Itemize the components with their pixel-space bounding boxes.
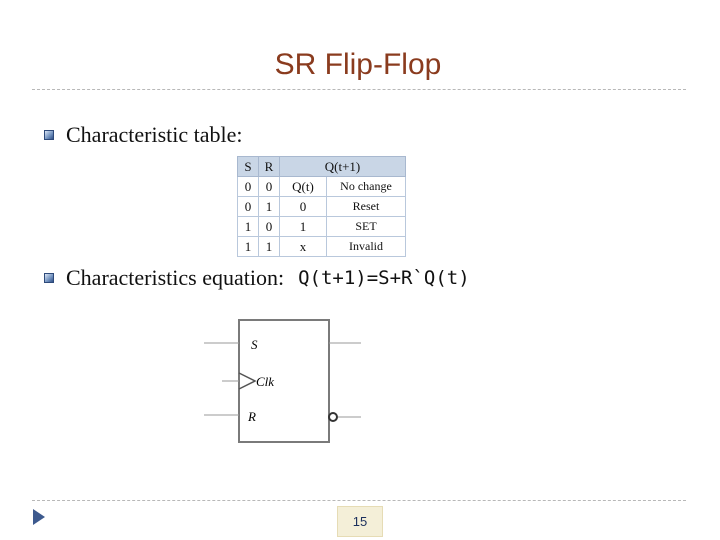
label-clk: Clk	[256, 374, 275, 389]
table-row	[238, 197, 406, 217]
table-row	[238, 237, 406, 257]
arrow-shape	[33, 509, 45, 525]
square-bullet-icon	[44, 273, 54, 283]
bottom-divider	[32, 500, 686, 501]
cell-q-next: x	[280, 237, 327, 257]
slide-title	[0, 48, 720, 82]
cell-q-next: 0	[280, 197, 327, 217]
cell-q-next: Q(t)	[280, 177, 327, 197]
cell-state: No change	[327, 177, 406, 197]
cell-s: 1	[238, 237, 259, 257]
header-s: S	[238, 157, 259, 177]
cell-state: Reset	[327, 197, 406, 217]
square-bullet-icon	[44, 130, 54, 140]
table-heading-text: Characteristic table:	[66, 122, 243, 147]
cell-s: 1	[238, 217, 259, 237]
page-number: 15	[352, 514, 368, 529]
bullet-characteristic-table	[44, 122, 243, 148]
cell-r: 0	[259, 177, 280, 197]
equation-heading-text: Characteristics equation:	[66, 265, 285, 290]
characteristic-equation: Q(t+1)=S+R`Q(t)	[298, 267, 470, 289]
cell-r: 0	[259, 217, 280, 237]
cell-state: SET	[327, 217, 406, 237]
cell-s: 0	[238, 177, 259, 197]
inversion-bubble-icon	[329, 413, 337, 421]
header-r: R	[259, 157, 280, 177]
bullet-characteristics-equation	[44, 265, 470, 291]
cell-r: 1	[259, 197, 280, 217]
sr-flip-flop-diagram	[200, 318, 380, 446]
label-r: R	[248, 409, 256, 424]
top-divider	[32, 89, 686, 90]
table-row	[238, 177, 406, 197]
header-q-next: Q(t+1)	[280, 157, 406, 177]
cell-q-next: 1	[280, 217, 327, 237]
cell-s: 0	[238, 197, 259, 217]
slide-title-text: SR Flip-Flop	[274, 48, 442, 81]
characteristic-table	[237, 156, 406, 257]
triangle-arrow-icon[interactable]	[32, 508, 46, 526]
cell-r: 1	[259, 237, 280, 257]
page-number-badge	[337, 506, 383, 537]
table-header-row	[238, 157, 406, 177]
table-row	[238, 217, 406, 237]
cell-state: Invalid	[327, 237, 406, 257]
label-s: S	[251, 337, 258, 352]
